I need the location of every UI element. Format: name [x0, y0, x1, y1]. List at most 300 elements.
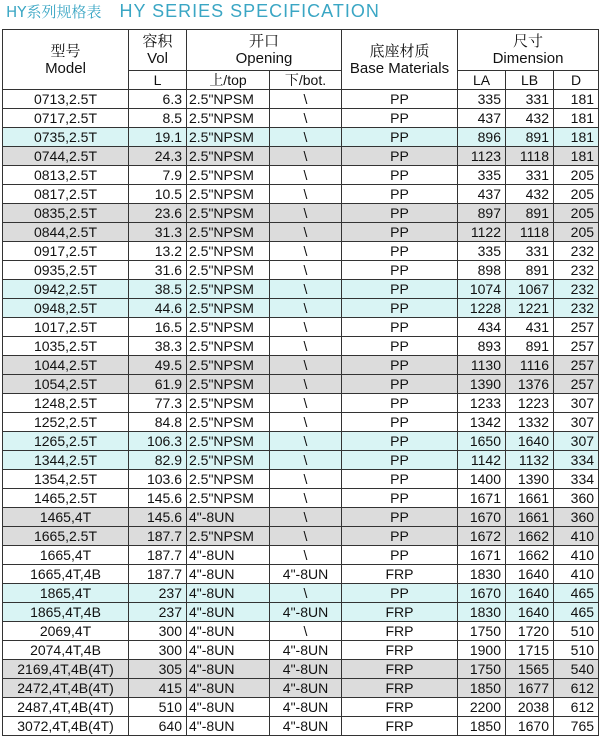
cell-d: 360 [554, 489, 599, 508]
cell-lb: 2038 [506, 698, 554, 717]
cell-base: PP [342, 356, 458, 375]
cell-base: PP [342, 299, 458, 318]
cell-lb: 1661 [506, 508, 554, 527]
cell-base: PP [342, 451, 458, 470]
cell-bot: \ [270, 375, 342, 394]
cell-vol: 19.1 [129, 128, 187, 147]
cell-model: 1865,4T [3, 584, 129, 603]
cell-model: 0744,2.5T [3, 147, 129, 166]
cell-lb: 1640 [506, 565, 554, 584]
cell-vol: 23.6 [129, 204, 187, 223]
cell-base: PP [342, 147, 458, 166]
cell-model: 1665,2.5T [3, 527, 129, 546]
cell-la: 1850 [458, 679, 506, 698]
cell-base: PP [342, 128, 458, 147]
cell-bot: 4"-8UN [270, 717, 342, 736]
cell-bot: 4"-8UN [270, 565, 342, 584]
cell-la: 1390 [458, 375, 506, 394]
table-body [3, 90, 599, 736]
table-row [3, 166, 599, 185]
cell-top: 4"-8UN [187, 622, 270, 641]
cell-base: PP [342, 204, 458, 223]
cell-lb: 331 [506, 90, 554, 109]
table-row [3, 527, 599, 546]
table-row [3, 622, 599, 641]
cell-top: 2.5"NPSM [187, 413, 270, 432]
cell-lb: 891 [506, 337, 554, 356]
cell-bot: \ [270, 147, 342, 166]
cell-bot: 4"-8UN [270, 698, 342, 717]
cell-bot: \ [270, 394, 342, 413]
table-row [3, 394, 599, 413]
cell-d: 612 [554, 679, 599, 698]
cell-top: 4"-8UN [187, 717, 270, 736]
cell-model: 0717,2.5T [3, 109, 129, 128]
cell-la: 437 [458, 185, 506, 204]
cell-d: 510 [554, 641, 599, 660]
header-top: 上/top [187, 71, 270, 90]
header-d: D [554, 71, 599, 90]
cell-lb: 431 [506, 318, 554, 337]
cell-top: 2.5"NPSM [187, 299, 270, 318]
cell-top: 2.5"NPSM [187, 147, 270, 166]
cell-la: 1671 [458, 546, 506, 565]
cell-bot: \ [270, 318, 342, 337]
cell-la: 2200 [458, 698, 506, 717]
cell-la: 1130 [458, 356, 506, 375]
cell-top: 2.5"NPSM [187, 223, 270, 242]
cell-model: 1465,2.5T [3, 489, 129, 508]
cell-vol: 38.3 [129, 337, 187, 356]
cell-vol: 237 [129, 584, 187, 603]
cell-base: FRP [342, 603, 458, 622]
cell-la: 893 [458, 337, 506, 356]
title-en: HY SERIES SPECIFICATION [119, 1, 380, 21]
cell-base: PP [342, 546, 458, 565]
cell-top: 2.5"NPSM [187, 109, 270, 128]
table-row [3, 337, 599, 356]
cell-model: 1054,2.5T [3, 375, 129, 394]
cell-la: 1671 [458, 489, 506, 508]
table-row [3, 185, 599, 204]
cell-model: 1665,4T,4B [3, 565, 129, 584]
cell-d: 257 [554, 337, 599, 356]
header-vol-unit: L [129, 71, 187, 90]
cell-bot: \ [270, 584, 342, 603]
header-bot: 下/bot. [270, 71, 342, 90]
cell-model: 0844,2.5T [3, 223, 129, 242]
cell-top: 2.5"NPSM [187, 128, 270, 147]
cell-bot: \ [270, 242, 342, 261]
cell-base: PP [342, 318, 458, 337]
table-row [3, 109, 599, 128]
cell-bot: \ [270, 470, 342, 489]
cell-model: 2169,4T,4B(4T) [3, 660, 129, 679]
cell-base: PP [342, 261, 458, 280]
cell-base: PP [342, 185, 458, 204]
cell-d: 232 [554, 280, 599, 299]
table-header [3, 30, 599, 90]
header-model: 型号 Model [3, 30, 129, 90]
cell-vol: 16.5 [129, 318, 187, 337]
cell-base: PP [342, 527, 458, 546]
cell-base: PP [342, 413, 458, 432]
cell-la: 1670 [458, 584, 506, 603]
header-la: LA [458, 71, 506, 90]
cell-la: 1750 [458, 660, 506, 679]
cell-bot: \ [270, 622, 342, 641]
cell-base: PP [342, 280, 458, 299]
cell-vol: 640 [129, 717, 187, 736]
cell-vol: 77.3 [129, 394, 187, 413]
cell-bot: \ [270, 90, 342, 109]
table-row [3, 679, 599, 698]
cell-vol: 61.9 [129, 375, 187, 394]
cell-vol: 106.3 [129, 432, 187, 451]
cell-base: FRP [342, 679, 458, 698]
cell-base: PP [342, 337, 458, 356]
cell-lb: 1720 [506, 622, 554, 641]
cell-base: PP [342, 242, 458, 261]
cell-la: 335 [458, 166, 506, 185]
cell-vol: 300 [129, 641, 187, 660]
cell-d: 257 [554, 356, 599, 375]
cell-la: 335 [458, 90, 506, 109]
cell-top: 2.5"NPSM [187, 166, 270, 185]
cell-lb: 1661 [506, 489, 554, 508]
cell-vol: 24.3 [129, 147, 187, 166]
cell-model: 0917,2.5T [3, 242, 129, 261]
cell-top: 4"-8UN [187, 546, 270, 565]
cell-model: 1252,2.5T [3, 413, 129, 432]
cell-la: 437 [458, 109, 506, 128]
cell-base: FRP [342, 565, 458, 584]
cell-la: 897 [458, 204, 506, 223]
cell-bot: \ [270, 508, 342, 527]
table-row [3, 508, 599, 527]
cell-lb: 1067 [506, 280, 554, 299]
cell-bot: \ [270, 356, 342, 375]
cell-lb: 1677 [506, 679, 554, 698]
table-row [3, 451, 599, 470]
cell-la: 1074 [458, 280, 506, 299]
cell-vol: 145.6 [129, 489, 187, 508]
cell-d: 232 [554, 242, 599, 261]
header-base: 底座材质 Base Materials [342, 30, 458, 90]
cell-vol: 300 [129, 622, 187, 641]
cell-top: 2.5"NPSM [187, 394, 270, 413]
table-row [3, 204, 599, 223]
table-row [3, 584, 599, 603]
cell-lb: 1118 [506, 147, 554, 166]
cell-model: 1465,4T [3, 508, 129, 527]
cell-d: 612 [554, 698, 599, 717]
cell-top: 2.5"NPSM [187, 261, 270, 280]
cell-vol: 237 [129, 603, 187, 622]
cell-model: 2074,4T,4B [3, 641, 129, 660]
cell-d: 257 [554, 375, 599, 394]
cell-base: PP [342, 223, 458, 242]
table-row [3, 432, 599, 451]
cell-bot: \ [270, 261, 342, 280]
cell-lb: 1715 [506, 641, 554, 660]
cell-model: 0713,2.5T [3, 90, 129, 109]
cell-base: FRP [342, 698, 458, 717]
cell-top: 2.5"NPSM [187, 318, 270, 337]
cell-vol: 103.6 [129, 470, 187, 489]
cell-la: 1228 [458, 299, 506, 318]
cell-lb: 1223 [506, 394, 554, 413]
cell-d: 232 [554, 261, 599, 280]
cell-bot: \ [270, 204, 342, 223]
cell-top: 2.5"NPSM [187, 280, 270, 299]
cell-model: 2487,4T,4B(4T) [3, 698, 129, 717]
cell-base: PP [342, 489, 458, 508]
cell-base: PP [342, 109, 458, 128]
cell-base: PP [342, 584, 458, 603]
cell-base: PP [342, 90, 458, 109]
cell-model: 0935,2.5T [3, 261, 129, 280]
table-row [3, 299, 599, 318]
cell-lb: 1132 [506, 451, 554, 470]
cell-base: FRP [342, 717, 458, 736]
table-row [3, 546, 599, 565]
cell-d: 181 [554, 109, 599, 128]
cell-vol: 187.7 [129, 546, 187, 565]
header-dimension: 尺寸 Dimension [458, 30, 599, 71]
cell-d: 510 [554, 622, 599, 641]
cell-d: 334 [554, 451, 599, 470]
cell-d: 465 [554, 584, 599, 603]
cell-model: 2069,4T [3, 622, 129, 641]
cell-top: 2.5"NPSM [187, 489, 270, 508]
cell-bot: \ [270, 489, 342, 508]
cell-vol: 84.8 [129, 413, 187, 432]
table-row [3, 641, 599, 660]
cell-la: 898 [458, 261, 506, 280]
cell-bot: \ [270, 451, 342, 470]
cell-model: 0948,2.5T [3, 299, 129, 318]
cell-base: FRP [342, 641, 458, 660]
cell-vol: 187.7 [129, 527, 187, 546]
cell-lb: 1221 [506, 299, 554, 318]
cell-model: 1665,4T [3, 546, 129, 565]
cell-top: 2.5"NPSM [187, 470, 270, 489]
cell-lb: 331 [506, 166, 554, 185]
cell-vol: 510 [129, 698, 187, 717]
cell-top: 2.5"NPSM [187, 204, 270, 223]
table-row [3, 318, 599, 337]
cell-lb: 1640 [506, 584, 554, 603]
header-vol: 容积 Vol [129, 30, 187, 71]
cell-vol: 8.5 [129, 109, 187, 128]
page-title [6, 0, 380, 26]
cell-base: PP [342, 470, 458, 489]
cell-top: 2.5"NPSM [187, 451, 270, 470]
cell-top: 2.5"NPSM [187, 375, 270, 394]
cell-la: 1142 [458, 451, 506, 470]
cell-model: 0942,2.5T [3, 280, 129, 299]
cell-bot: 4"-8UN [270, 660, 342, 679]
cell-d: 205 [554, 204, 599, 223]
cell-d: 181 [554, 90, 599, 109]
cell-vol: 44.6 [129, 299, 187, 318]
cell-lb: 1118 [506, 223, 554, 242]
cell-model: 3072,4T,4B(4T) [3, 717, 129, 736]
cell-d: 360 [554, 508, 599, 527]
cell-lb: 1640 [506, 432, 554, 451]
table-row [3, 242, 599, 261]
cell-top: 4"-8UN [187, 565, 270, 584]
header-opening: 开口 Opening [187, 30, 342, 71]
cell-d: 205 [554, 223, 599, 242]
cell-model: 1035,2.5T [3, 337, 129, 356]
cell-la: 896 [458, 128, 506, 147]
cell-vol: 7.9 [129, 166, 187, 185]
cell-top: 4"-8UN [187, 679, 270, 698]
table-row [3, 375, 599, 394]
table-row [3, 660, 599, 679]
cell-la: 1750 [458, 622, 506, 641]
cell-top: 4"-8UN [187, 584, 270, 603]
cell-vol: 145.6 [129, 508, 187, 527]
table-row [3, 223, 599, 242]
cell-model: 0835,2.5T [3, 204, 129, 223]
cell-top: 2.5"NPSM [187, 432, 270, 451]
table-row [3, 603, 599, 622]
cell-base: PP [342, 432, 458, 451]
cell-la: 1342 [458, 413, 506, 432]
spec-table [2, 29, 599, 736]
cell-bot: \ [270, 527, 342, 546]
cell-model: 0735,2.5T [3, 128, 129, 147]
cell-top: 2.5"NPSM [187, 527, 270, 546]
cell-model: 1044,2.5T [3, 356, 129, 375]
cell-top: 2.5"NPSM [187, 90, 270, 109]
cell-d: 307 [554, 432, 599, 451]
cell-bot: \ [270, 280, 342, 299]
cell-model: 1344,2.5T [3, 451, 129, 470]
table-row [3, 128, 599, 147]
cell-base: PP [342, 375, 458, 394]
cell-la: 1123 [458, 147, 506, 166]
cell-bot: \ [270, 546, 342, 565]
cell-base: PP [342, 508, 458, 527]
cell-la: 1850 [458, 717, 506, 736]
cell-top: 2.5"NPSM [187, 185, 270, 204]
cell-top: 2.5"NPSM [187, 242, 270, 261]
header-lb: LB [506, 71, 554, 90]
table-row [3, 90, 599, 109]
cell-la: 1122 [458, 223, 506, 242]
cell-lb: 1390 [506, 470, 554, 489]
cell-d: 334 [554, 470, 599, 489]
cell-la: 1650 [458, 432, 506, 451]
cell-d: 232 [554, 299, 599, 318]
cell-model: 1017,2.5T [3, 318, 129, 337]
cell-d: 540 [554, 660, 599, 679]
cell-la: 335 [458, 242, 506, 261]
cell-top: 2.5"NPSM [187, 337, 270, 356]
cell-model: 1354,2.5T [3, 470, 129, 489]
cell-d: 765 [554, 717, 599, 736]
cell-vol: 13.2 [129, 242, 187, 261]
cell-lb: 891 [506, 204, 554, 223]
table-row [3, 261, 599, 280]
cell-d: 307 [554, 413, 599, 432]
cell-base: FRP [342, 660, 458, 679]
table-row [3, 356, 599, 375]
cell-d: 205 [554, 166, 599, 185]
cell-top: 4"-8UN [187, 698, 270, 717]
cell-lb: 891 [506, 261, 554, 280]
cell-vol: 82.9 [129, 451, 187, 470]
table-row [3, 565, 599, 584]
cell-la: 1233 [458, 394, 506, 413]
cell-la: 1830 [458, 603, 506, 622]
cell-d: 205 [554, 185, 599, 204]
cell-bot: 4"-8UN [270, 679, 342, 698]
cell-d: 465 [554, 603, 599, 622]
cell-vol: 10.5 [129, 185, 187, 204]
cell-d: 307 [554, 394, 599, 413]
cell-top: 4"-8UN [187, 603, 270, 622]
cell-bot: \ [270, 166, 342, 185]
table-row [3, 717, 599, 736]
cell-lb: 432 [506, 185, 554, 204]
cell-bot: 4"-8UN [270, 641, 342, 660]
cell-lb: 1565 [506, 660, 554, 679]
cell-bot: \ [270, 299, 342, 318]
cell-vol: 415 [129, 679, 187, 698]
table-row [3, 470, 599, 489]
cell-vol: 49.5 [129, 356, 187, 375]
cell-lb: 1332 [506, 413, 554, 432]
cell-model: 1248,2.5T [3, 394, 129, 413]
cell-model: 1265,2.5T [3, 432, 129, 451]
cell-vol: 31.6 [129, 261, 187, 280]
cell-bot: \ [270, 432, 342, 451]
cell-vol: 6.3 [129, 90, 187, 109]
cell-lb: 331 [506, 242, 554, 261]
cell-d: 257 [554, 318, 599, 337]
cell-top: 4"-8UN [187, 641, 270, 660]
cell-bot: \ [270, 185, 342, 204]
cell-model: 0813,2.5T [3, 166, 129, 185]
cell-model: 2472,4T,4B(4T) [3, 679, 129, 698]
cell-vol: 31.3 [129, 223, 187, 242]
cell-lb: 432 [506, 109, 554, 128]
cell-base: PP [342, 166, 458, 185]
cell-lb: 1116 [506, 356, 554, 375]
cell-lb: 891 [506, 128, 554, 147]
cell-bot: \ [270, 128, 342, 147]
cell-lb: 1640 [506, 603, 554, 622]
table-row [3, 280, 599, 299]
cell-top: 4"-8UN [187, 660, 270, 679]
cell-lb: 1662 [506, 527, 554, 546]
cell-base: FRP [342, 622, 458, 641]
cell-lb: 1670 [506, 717, 554, 736]
cell-d: 410 [554, 546, 599, 565]
cell-la: 1670 [458, 508, 506, 527]
cell-d: 181 [554, 128, 599, 147]
cell-base: PP [342, 394, 458, 413]
cell-la: 1672 [458, 527, 506, 546]
cell-d: 410 [554, 527, 599, 546]
cell-lb: 1662 [506, 546, 554, 565]
cell-bot: \ [270, 413, 342, 432]
